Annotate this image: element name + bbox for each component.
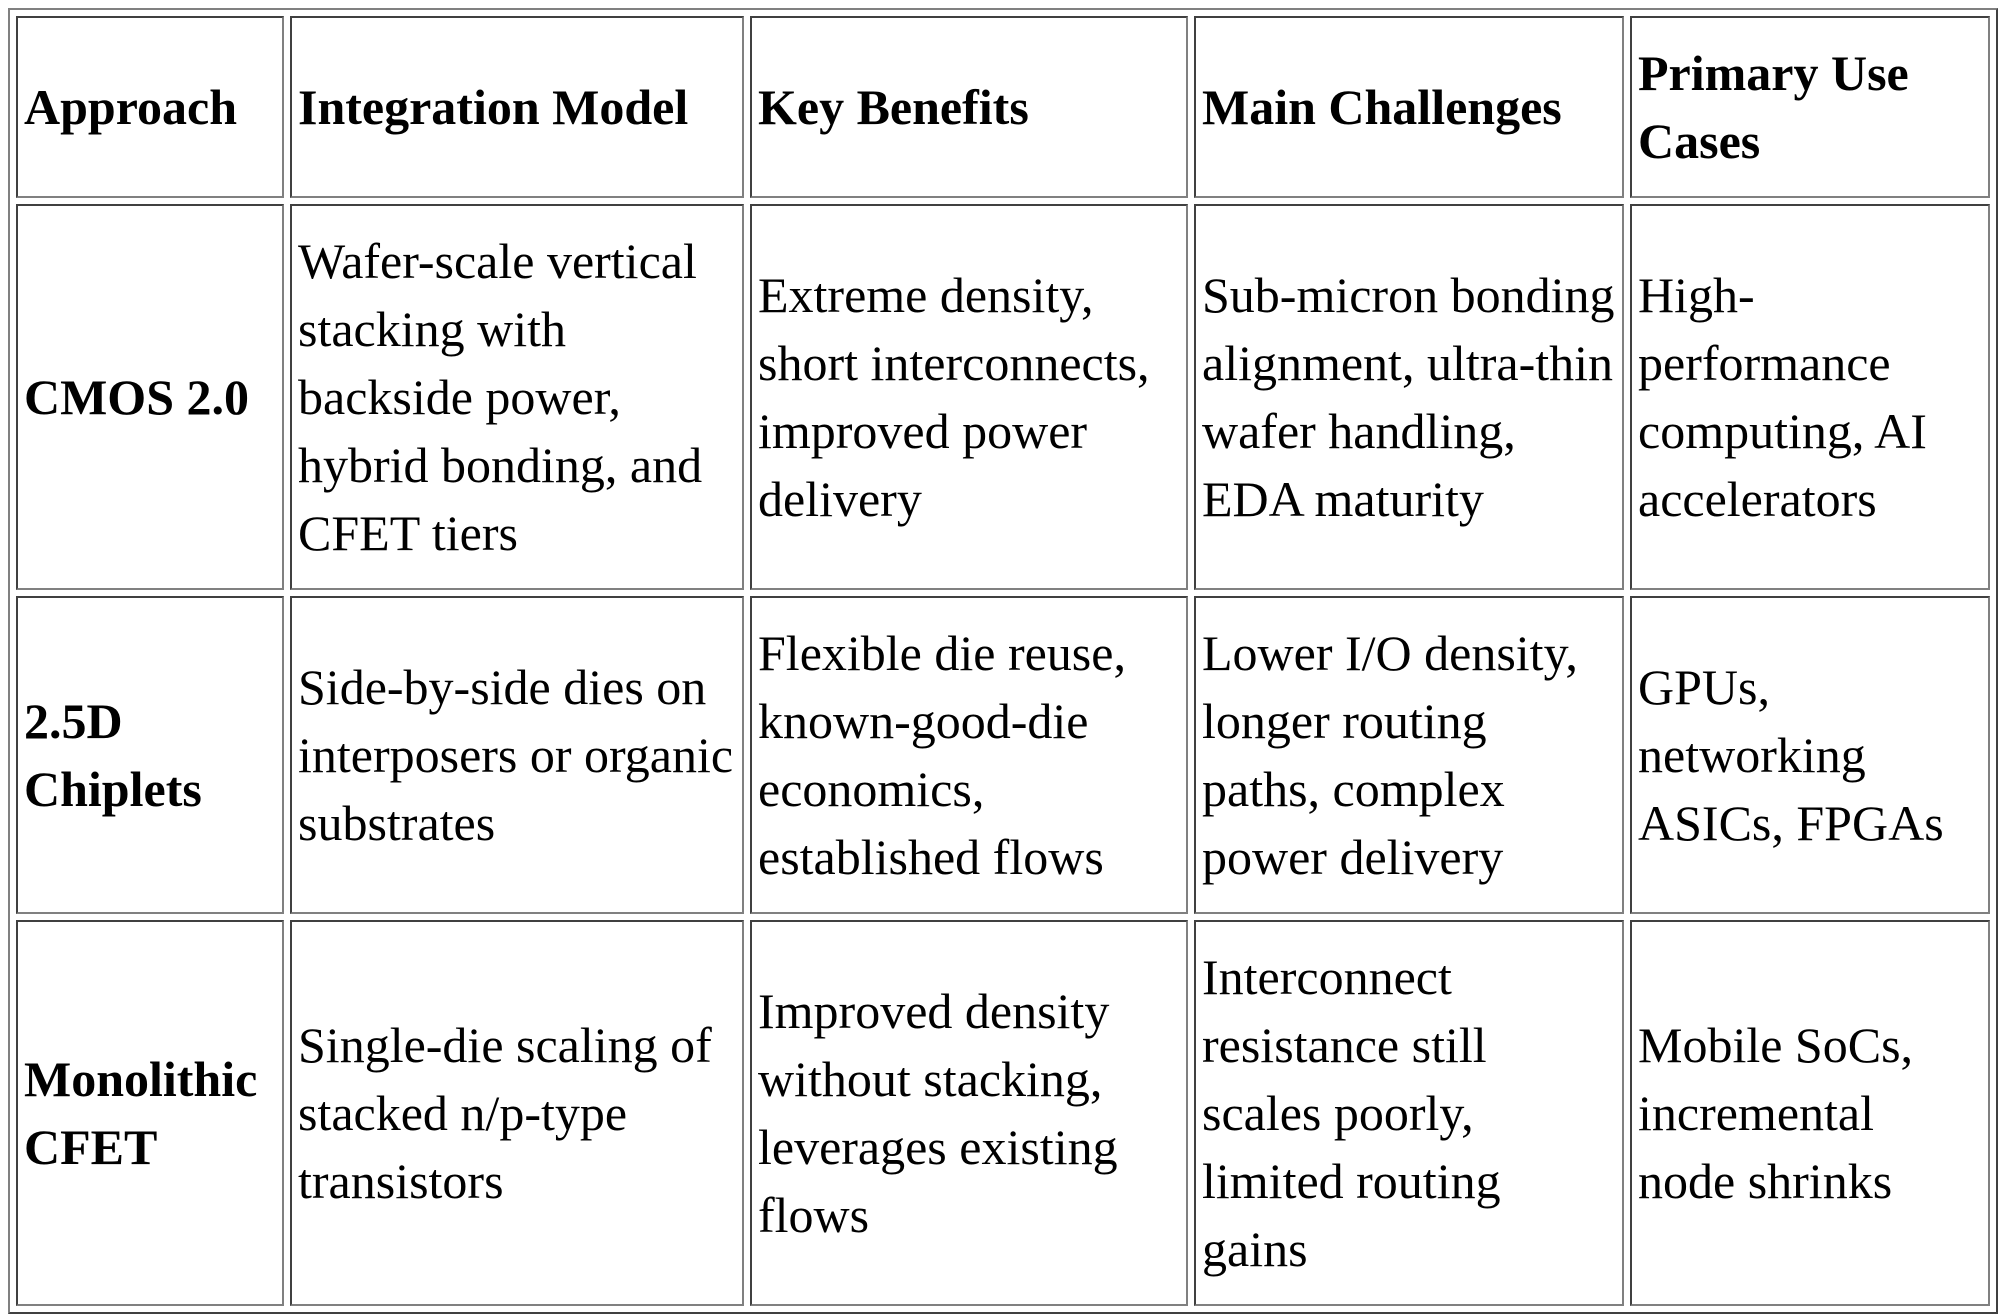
comparison-table — [8, 8, 1998, 1314]
cell-main-challenges: Sub-micron bonding alignment, ultra-thin wafer handling, EDA maturity — [1194, 204, 1624, 590]
table-header-row — [16, 16, 1990, 198]
comparison-table-container — [8, 8, 1998, 1314]
cell-main-challenges: Lower I/O density, longer routing paths, complex power delivery — [1194, 596, 1624, 914]
cell-key-benefits: Improved density without stacking, leverages existing flows — [750, 920, 1188, 1306]
cell-key-benefits: Flexible die reuse, known-good-die economics, established flows — [750, 596, 1188, 914]
cell-primary-use-cases: GPUs, networking ASICs, FPGAs — [1630, 596, 1990, 914]
cell-primary-use-cases: High-performance computing, AI accelerators — [1630, 204, 1990, 590]
cell-primary-use-cases: Mobile SoCs, incremental node shrinks — [1630, 920, 1990, 1306]
header-approach: Approach — [16, 16, 284, 198]
table-row — [16, 204, 1990, 590]
table-row — [16, 596, 1990, 914]
header-integration-model: Integration Model — [290, 16, 744, 198]
cell-integration-model: Wafer-scale vertical stacking with backside power, hybrid bonding, and CFET tiers — [290, 204, 744, 590]
header-primary-use-cases: Primary Use Cases — [1630, 16, 1990, 198]
header-main-challenges: Main Challenges — [1194, 16, 1624, 198]
cell-approach: 2.5D Chiplets — [16, 596, 284, 914]
cell-main-challenges: Interconnect resistance still scales poorly, limited routing gains — [1194, 920, 1624, 1306]
cell-integration-model: Single-die scaling of stacked n/p-type transistors — [290, 920, 744, 1306]
cell-integration-model: Side-by-side dies on interposers or organic substrates — [290, 596, 744, 914]
cell-approach: Monolithic CFET — [16, 920, 284, 1306]
cell-approach: CMOS 2.0 — [16, 204, 284, 590]
header-key-benefits: Key Benefits — [750, 16, 1188, 198]
cell-key-benefits: Extreme density, short interconnects, improved power delivery — [750, 204, 1188, 590]
table-row — [16, 920, 1990, 1306]
